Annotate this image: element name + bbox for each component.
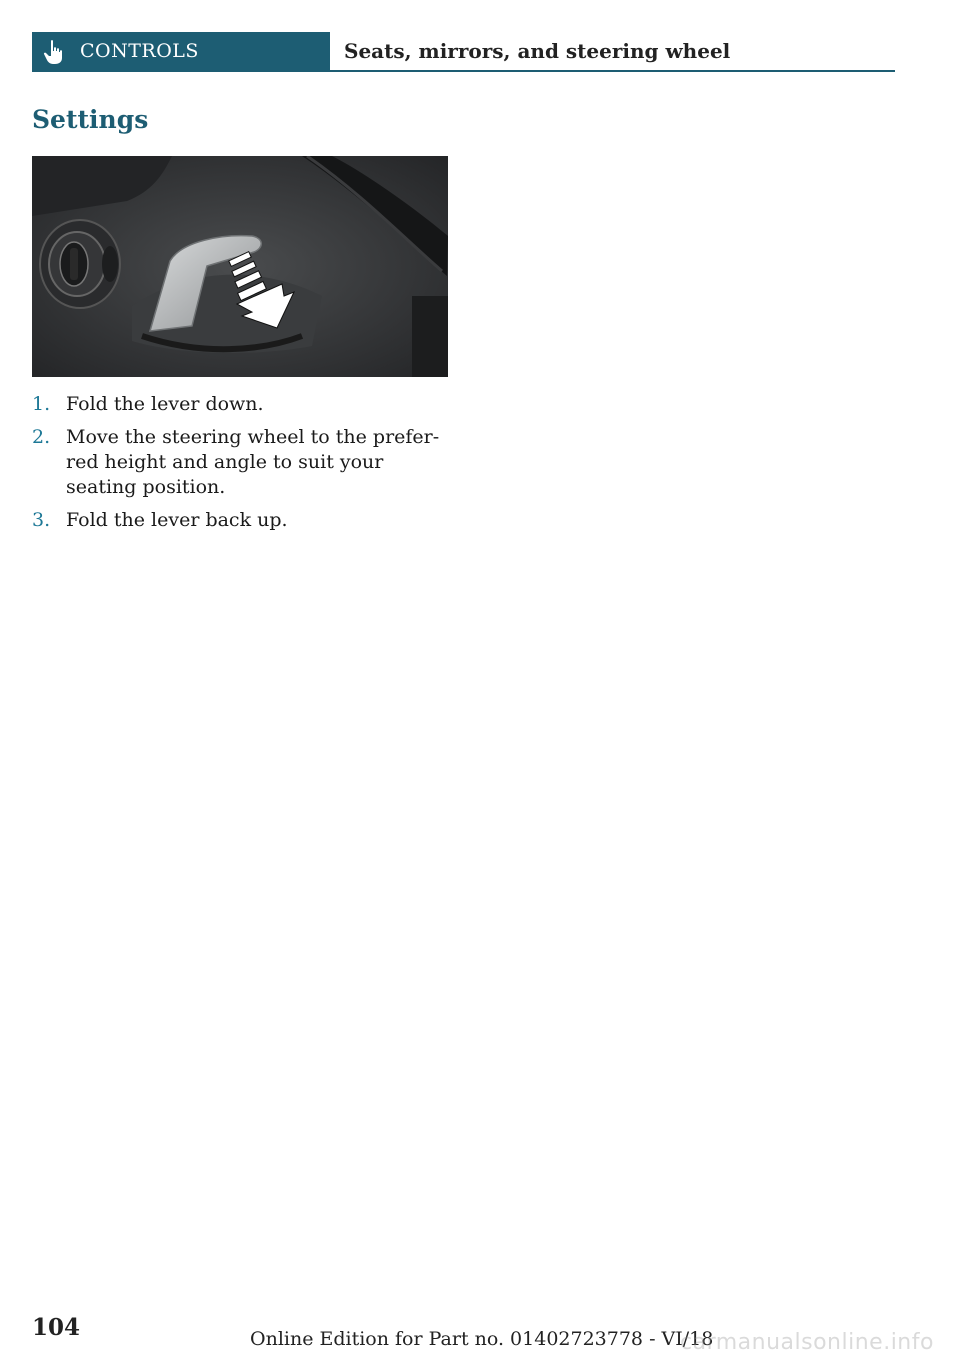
section-label: CONTROLS: [80, 40, 199, 62]
page-header: [32, 32, 895, 72]
steering-lever-figure: [32, 156, 448, 377]
step-number: 2.: [32, 426, 51, 448]
hand-pointer-icon: [42, 39, 66, 65]
step-text: Move the steering wheel to the prefer- red height and angle to suit your seating position.: [66, 426, 440, 498]
chapter-title: Seats, mirrors, and steering wheel: [344, 39, 731, 63]
list-item: [32, 392, 452, 417]
watermark: carmanualsonline.info: [680, 1330, 934, 1355]
instruction-list: [32, 392, 452, 541]
edition-footer: Online Edition for Part no. 01402723778 - VI/18: [250, 1328, 714, 1350]
list-item: [32, 425, 452, 500]
page-number: 104: [32, 1314, 81, 1341]
steering-column-lever-photo: [32, 156, 448, 377]
step-number: 1.: [32, 393, 51, 415]
list-item: [32, 508, 452, 533]
section-tab: [32, 32, 330, 70]
section-title: Settings: [32, 105, 149, 134]
step-text: Fold the lever back up.: [66, 509, 288, 531]
step-text: Fold the lever down.: [66, 393, 264, 415]
step-number: 3.: [32, 509, 51, 531]
